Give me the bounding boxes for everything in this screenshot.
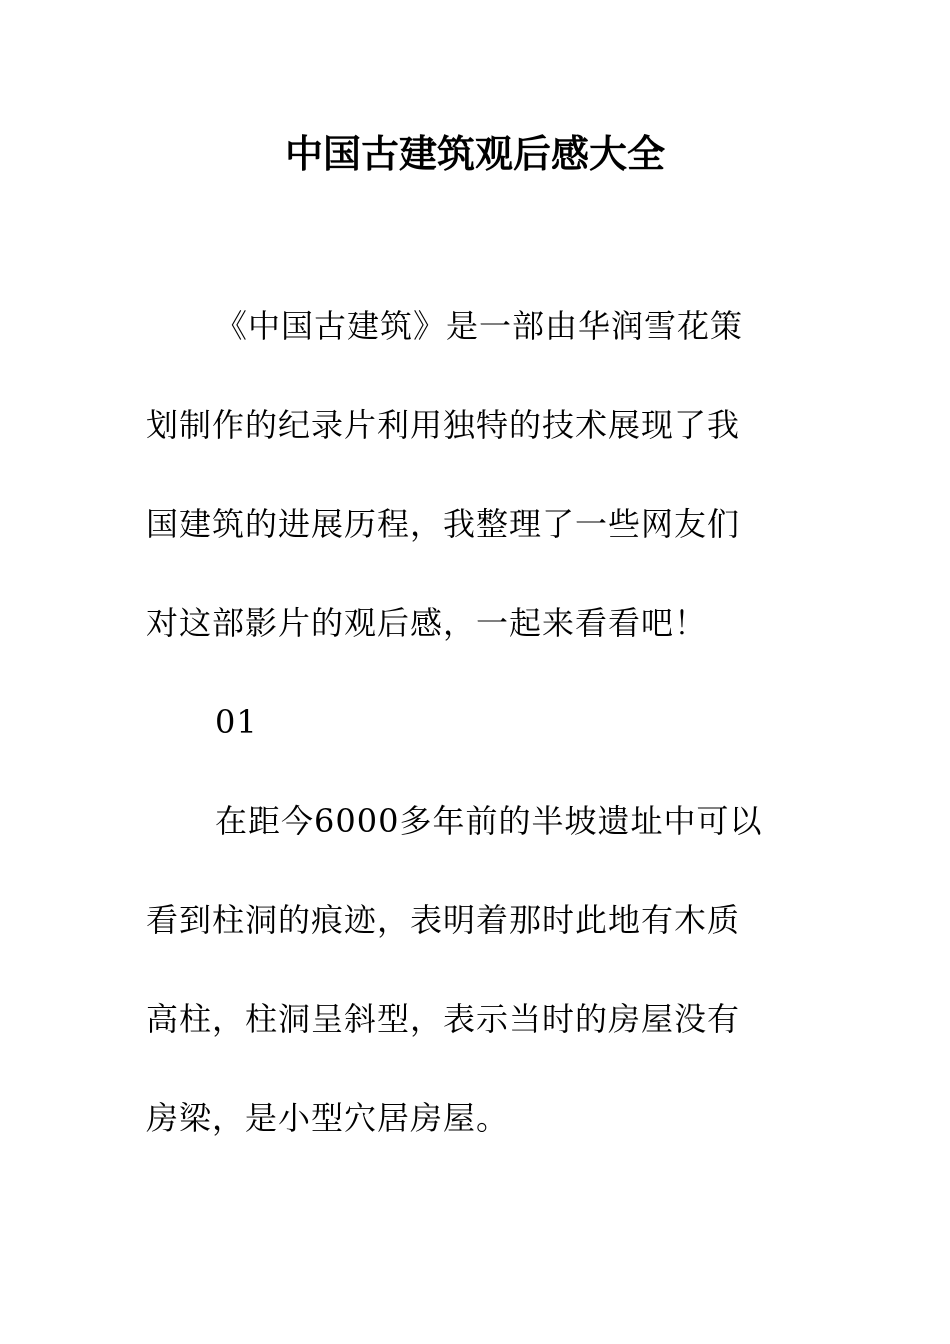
paragraph2-line-4: 房梁，是小型穴居房屋。 bbox=[146, 1099, 510, 1137]
paragraph2-line-1: 在距今6000多年前的半坡遗址中可以 bbox=[215, 802, 763, 840]
section-number: 01 bbox=[215, 703, 258, 741]
paragraph2-line-2: 看到柱洞的痕迹，表明着那时此地有木质 bbox=[146, 901, 741, 939]
paragraph1-line-2: 划制作的纪录片利用独特的技术展现了我 bbox=[146, 406, 741, 444]
paragraph1-line-1: 《中国古建筑》是一部由华润雪花策 bbox=[215, 307, 744, 345]
paragraph1-line-4: 对这部影片的观后感，一起来看看吧！ bbox=[146, 604, 708, 642]
paragraph2-line-3: 高柱，柱洞呈斜型，表示当时的房屋没有 bbox=[146, 1000, 741, 1038]
document-title: 中国古建筑观后感大全 bbox=[284, 131, 665, 176]
paragraph1-line-3: 国建筑的进展历程，我整理了一些网友们 bbox=[146, 505, 741, 543]
